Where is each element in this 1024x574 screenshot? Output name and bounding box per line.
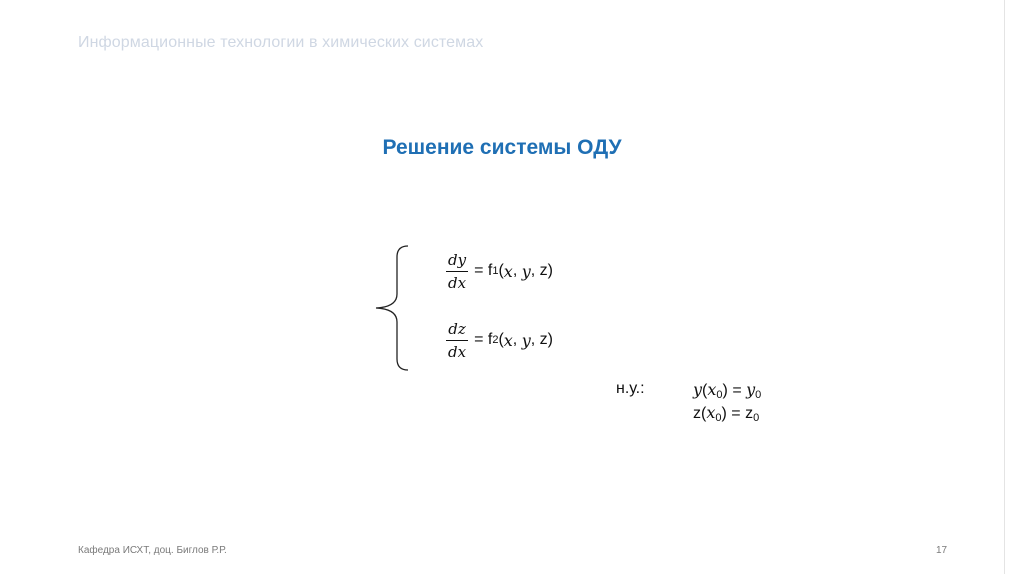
equals-sign: =	[474, 262, 484, 279]
arg-x: x	[503, 261, 513, 281]
initial-condition-y	[693, 380, 761, 400]
ic-argument: x	[706, 403, 716, 422]
fraction-denominator: dx	[448, 273, 467, 292]
equation-dy-dx: $\frac{dy}{dx}$ = f 1 ( x , y , z )	[448, 250, 553, 292]
derivative-fraction	[446, 320, 468, 361]
slide-title: Решение системы ОДУ	[382, 136, 622, 159]
equals-sign: =	[732, 382, 742, 399]
fraction-numerator: dz	[446, 320, 468, 341]
ic-value: y	[746, 380, 756, 399]
ic-value-subscript: 0	[755, 389, 762, 401]
arg-y: y	[521, 330, 531, 350]
ic-argument-subscript: 0	[716, 389, 723, 401]
ic-variable: y	[693, 380, 703, 399]
arg-z: z	[539, 262, 548, 279]
open-paren: (	[498, 262, 504, 279]
initial-condition-z	[693, 403, 759, 423]
slide-footer: Кафедра ИСХТ, доц. Биглов Р.Р.	[78, 545, 227, 556]
fraction-numerator: dy	[446, 251, 468, 272]
close-paren: )	[547, 262, 553, 279]
close-paren: )	[547, 331, 553, 348]
ic-argument-subscript: 0	[715, 412, 722, 424]
slide-edge-divider	[1004, 0, 1005, 574]
open-paren: (	[498, 331, 504, 348]
comma: ,	[512, 331, 518, 348]
open-paren: (	[701, 405, 707, 422]
equals-sign: =	[474, 331, 484, 348]
curly-brace-icon	[370, 244, 410, 372]
ic-value-subscript: 0	[753, 412, 760, 424]
derivative-fraction	[446, 251, 468, 292]
fraction-denominator: dx	[448, 342, 467, 361]
arg-x: x	[503, 330, 513, 350]
initial-conditions-label: н.у.:	[616, 380, 645, 397]
close-paren: )	[722, 382, 728, 399]
arg-y: y	[521, 261, 531, 281]
function-name: f	[487, 262, 493, 279]
comma: ,	[530, 262, 536, 279]
comma: ,	[512, 262, 518, 279]
function-name: f	[487, 331, 493, 348]
slide-header: Информационные технологии в химических системах	[78, 34, 484, 51]
ic-variable: z	[693, 405, 701, 422]
ic-value: z	[745, 405, 754, 422]
equals-sign: =	[731, 405, 741, 422]
equation-dz-dx: $\frac{dz}{dx}$ = f 2 ( x , y , z )	[448, 319, 553, 361]
open-paren: (	[702, 382, 708, 399]
ic-argument: x	[707, 380, 717, 399]
arg-z: z	[539, 331, 548, 348]
close-paren: )	[721, 405, 727, 422]
comma: ,	[530, 331, 536, 348]
page-number: 17	[936, 545, 948, 556]
